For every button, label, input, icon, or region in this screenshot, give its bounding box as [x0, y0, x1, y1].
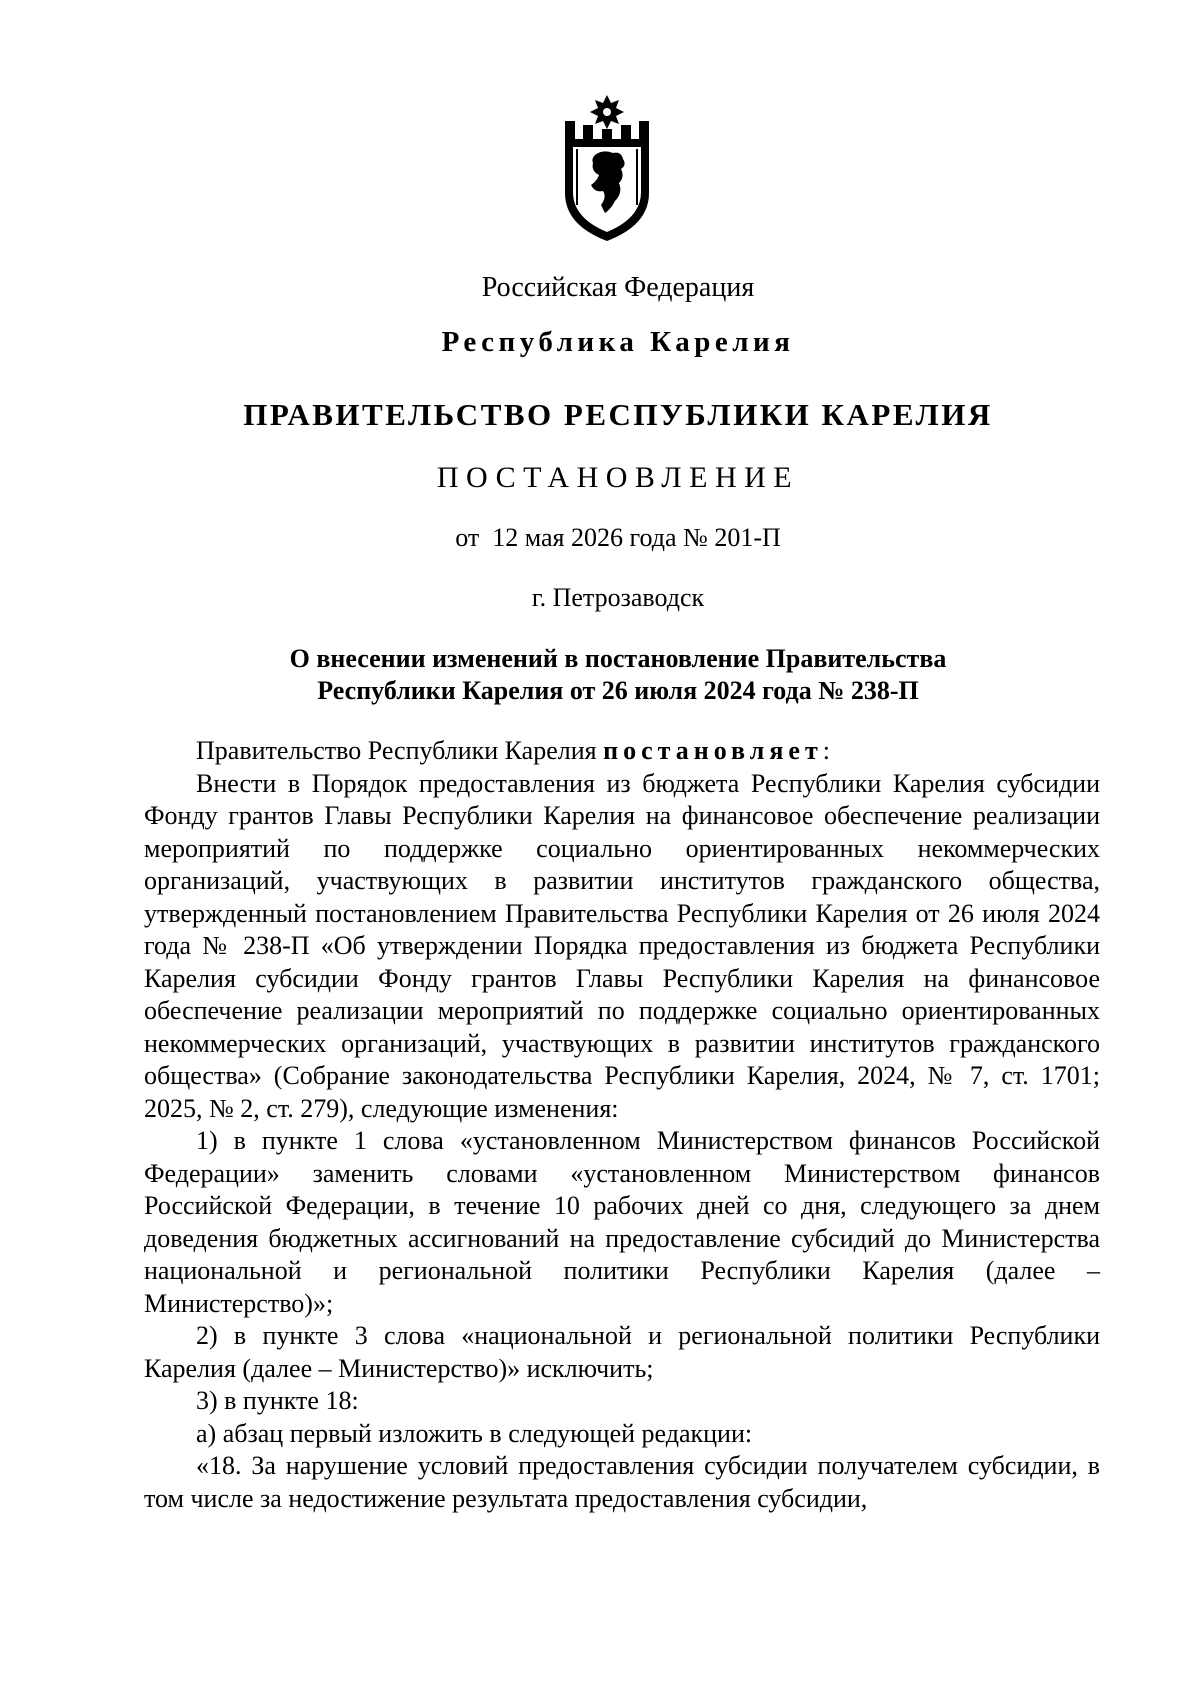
body-paragraph: Внести в Порядок предоставления из бюджета Республики Карелия субсидии Фонду грантов Главы Республики Карелия на финансовое обеспечение реализации мероприятий по поддержке социально ориентированных некоммерческих организаций, участвующих в развитии институтов гражданского общества, утвержденный постановлением Правительства Республики Карелия от 26 июля 2024 года № 238-П «Об утверждении Порядка предоставления из бюджета Республики Карелия субсидии Фонду грантов Главы Республики Карелия на финансовое обеспечение реализации мероприятий по поддержке социально ориентированных некоммерческих организаций, участвующих в развитии институтов гражданского общества» (Собрание законодательства Республики Карелия, 2024, № 7, ст. 1701; 2025, № 2, ст. 279), следующие изменения:: [144, 768, 1100, 1123]
republic-name: Республика Карелия: [441, 326, 795, 358]
preamble-colon: :: [822, 736, 830, 765]
preamble-text: Правительство Республики Карелия: [196, 736, 604, 765]
title-line-2: Республики Карелия от 26 июля 2024 года № 238-П: [317, 676, 919, 705]
title-line-1: О внесении изменений в постановление Правительства: [289, 644, 947, 673]
document-type: ПОСТАНОВЛЕНИЕ: [436, 461, 800, 494]
preamble-keyword: постановляет: [603, 736, 823, 765]
document-body: [144, 735, 1100, 1515]
document-title: [0, 643, 1200, 707]
body-paragraph: 2) в пункте 3 слова «национальной и региональной политики Республики Карелия (далее – Министерство)» исключить;: [144, 1321, 1100, 1383]
government-name: ПРАВИТЕЛЬСТВО РЕСПУБЛИКИ КАРЕЛИЯ: [243, 397, 993, 432]
body-paragraph: «18. За нарушение условий предоставления субсидии получателем субсидии, в том числе за недостижение результата предоставления субсидии,: [144, 1451, 1100, 1513]
body-paragraph: 1) в пункте 1 слова «установленном Министерством финансов Российской Федерации» заменить словами «установленном Министерством финансов Российской Федерации, в течение 10 рабочих дней со дня, следующего за днем доведения бюджетных ассигнований на предоставление субсидий до Министерства национальной и региональной политики Республики Карелия (далее – Министерство)»;: [144, 1126, 1100, 1318]
document-city: г. Петрозаводск: [531, 583, 705, 612]
body-paragraph: 3) в пункте 18:: [196, 1386, 359, 1415]
body-paragraph: а) абзац первый изложить в следующей редакции:: [196, 1418, 753, 1448]
preamble-paragraph: [144, 735, 1100, 768]
document-date-number: от 12 мая 2026 года № 201-П: [455, 523, 781, 552]
country-name: Российская Федерация: [481, 272, 755, 303]
coat-of-arms-icon: [561, 93, 653, 243]
